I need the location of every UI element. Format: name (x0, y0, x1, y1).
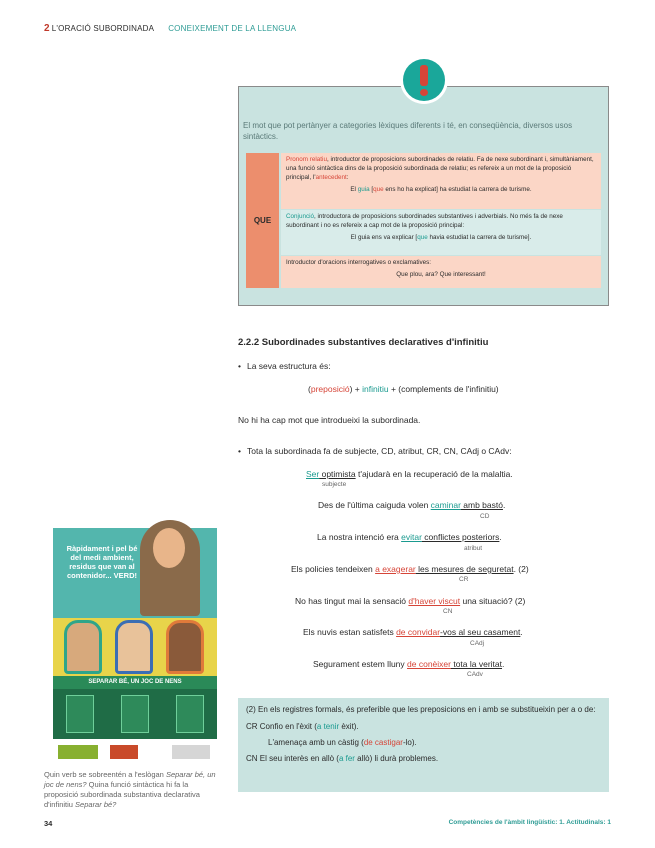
ex-part: Els nuvis estan satisfets (303, 627, 397, 637)
formula-infinitive: infinitiu (362, 384, 389, 394)
function-label: CD (480, 513, 490, 520)
bin-icon (176, 695, 204, 733)
ex-que: que (373, 186, 384, 193)
note-line (246, 735, 601, 751)
poster-kid (64, 620, 102, 674)
que-row-interrogative (281, 256, 601, 288)
ex-infinitive: de convidar (396, 627, 441, 637)
row1-text: , introductor de proposicions subordinades de relatiu. Fa de nexe subordinant i, simultàniament, una funció sintàctica dins de la proposició subordinada de relatiu; es refereix a un mot de la proposició principal, l' (286, 156, 594, 181)
chapter-title: L'ORACIÓ SUBORDINADA (51, 24, 155, 33)
ex-part: El guia ens va explicar [ (350, 234, 418, 241)
ex-part: [ (369, 186, 374, 193)
bullet-structure (238, 361, 331, 371)
row1-end: : (346, 174, 349, 181)
function-label: CN (443, 608, 453, 615)
ex-complement: amb bastó (460, 500, 503, 510)
que-row-conjunction (281, 210, 601, 255)
note-hl: a tenir (316, 722, 340, 731)
row2-example (286, 233, 596, 242)
ex-complement: tota la veritat (450, 659, 503, 669)
formula-part: + (complements de l'infinitiu) (388, 384, 499, 394)
function-label: CAdv (467, 671, 483, 678)
sponsor-logo (110, 745, 138, 759)
term-antecedent: antecedent (315, 174, 347, 181)
example-sentence (303, 627, 523, 637)
row1-example (286, 185, 596, 194)
ex-infinitive: Ser (306, 469, 320, 479)
ex-part: Des de l'última caiguda volen (318, 500, 431, 510)
example-sentence (313, 659, 504, 669)
chapter-number: 2 (44, 23, 50, 34)
ex-part: . (2) (513, 564, 529, 574)
poster-caption (44, 770, 224, 810)
function-label: CAdj (470, 640, 485, 647)
page-number: 34 (44, 819, 53, 828)
bullet-text: La seva estructura és: (246, 361, 331, 371)
caption-italic: Separar bé? (75, 800, 117, 809)
note-part: -lo). (402, 738, 417, 747)
running-header (44, 23, 296, 34)
poster-logo-strip (53, 514, 217, 528)
sponsor-logo (58, 745, 98, 759)
footer-competences: Competències de l'àmbit lingüístic: 1. Actitudinals: 1 (448, 819, 611, 826)
example-sentence (295, 596, 525, 606)
ex-infinitive: a exagerar (375, 564, 416, 574)
sponsor-logo (172, 745, 210, 759)
ex-que: que (417, 234, 428, 241)
ex-complement: -vos al seu casament (440, 627, 521, 637)
note-line (246, 751, 601, 767)
exclamation-icon-bar (420, 65, 428, 86)
ex-complement: conflictes posteriors (421, 532, 500, 542)
ex-part: una situació? (2) (460, 596, 526, 606)
ex-infinitive: de conèixer (407, 659, 451, 669)
ex-part: El (350, 186, 358, 193)
formula (308, 384, 499, 394)
ex-part: Els policies tendeixen (291, 564, 376, 574)
poster-kid (166, 620, 204, 674)
row3-example: Que plou, ara? Que interessant! (396, 271, 486, 278)
exclamation-icon-dot (420, 89, 428, 96)
note-part: L'amenaça amb un càstig ( (268, 738, 364, 747)
poster-slogan: SEPARAR BÉ, UN JOC DE NENS (53, 676, 217, 689)
formula-part: ( (308, 384, 311, 394)
bin-icon (66, 695, 94, 733)
bullet-text: Tota la subordinada fa de subjecte, CD, atribut, CR, CN, CAdj o CAdv: (246, 446, 512, 456)
que-row-relative (281, 153, 601, 209)
ex-part: Segurament estem lluny (313, 659, 408, 669)
formula-part: ) + (349, 384, 363, 394)
ex-infinitive: d'haver viscut (408, 596, 461, 606)
no-nexe-text: No hi ha cap mot que introdueixi la subordinada. (238, 415, 421, 425)
caption-part: Quin verb se sobreentén a l'eslògan (44, 770, 166, 779)
ex-part: No has tingut mai la sensació (295, 596, 409, 606)
function-label: subjecte (322, 481, 347, 488)
bin-icon (121, 695, 149, 733)
example-sentence (306, 469, 513, 479)
caption-part: Quina funció sintàctica hi fa la proposició subordinada substantiva declarativa d'infinitiu (44, 780, 200, 809)
note-line (246, 719, 601, 735)
note-hl: de castigar (363, 738, 403, 747)
note-part: allò) li durà problemes. (354, 754, 439, 763)
ex-complement: les mesures de seguretat (415, 564, 514, 574)
ex-complement: optimista (319, 469, 356, 479)
que-label: QUE (246, 153, 279, 288)
note-part: CR Confio en l'èxit ( (246, 722, 317, 731)
note-hl: a fer (338, 754, 355, 763)
ex-part: havia estudiat la carrera de turisme]. (427, 234, 532, 241)
ex-part: . (502, 659, 505, 669)
ex-part: . (499, 532, 502, 542)
footnote-box (238, 698, 609, 792)
ex-part: t'ajudarà en la recuperació de la malaltia. (355, 469, 513, 479)
ex-infinitive: caminar (430, 500, 461, 510)
note-part: èxit). (339, 722, 359, 731)
example-sentence (317, 532, 502, 542)
note-line: (2) En els registres formals, és preferible que les preposicions en i amb se substitueixin per a o de: (246, 705, 596, 714)
section-label: CONEIXEMENT DE LA LLENGUA (168, 24, 297, 33)
ex-part: ens ho ha explicat] ha estudiat la carrera de turisme. (383, 186, 532, 193)
bullet-functions (238, 446, 512, 456)
row2-text: , introductora de proposicions subordinades substantives i adverbials. No més fa de nexe subordinant i no es refereix a cap mot de la proposició principal: (286, 213, 563, 229)
term-relative-pronoun: Pronom relatiu (286, 156, 327, 163)
caption-italic: Separar bé, un joc de nens? (44, 770, 216, 789)
note-part: CN El seu interès en allò ( (246, 754, 339, 763)
poster-face (153, 528, 185, 568)
ex-infinitive: evitar (401, 532, 422, 542)
ex-antecedent: guia (357, 186, 370, 193)
term-conjunction: Conjunció (286, 213, 315, 220)
example-sentence (318, 500, 505, 510)
function-label: atribut (464, 545, 483, 552)
info-intro: El mot que pot pertànyer a categories lèxiques diferents i té, en conseqüència, diversos usos sintàctics. (243, 121, 573, 141)
poster-kid (115, 620, 153, 674)
ex-part: . (520, 627, 523, 637)
ex-part: . (502, 500, 506, 510)
poster-headline: Ràpidament i pel bé del medi ambient, residus que van al contenidor... VERD! (66, 544, 138, 580)
section-title: 2.2.2 Subordinades substantives declaratives d'infinitiu (238, 337, 489, 348)
example-sentence (291, 564, 529, 574)
row3-text: Introductor d'oracions interrogatives o exclamatives: (286, 259, 432, 266)
ex-part: La nostra intenció era (317, 532, 402, 542)
function-label: CR (459, 576, 469, 583)
formula-preposition: preposició (310, 384, 350, 394)
